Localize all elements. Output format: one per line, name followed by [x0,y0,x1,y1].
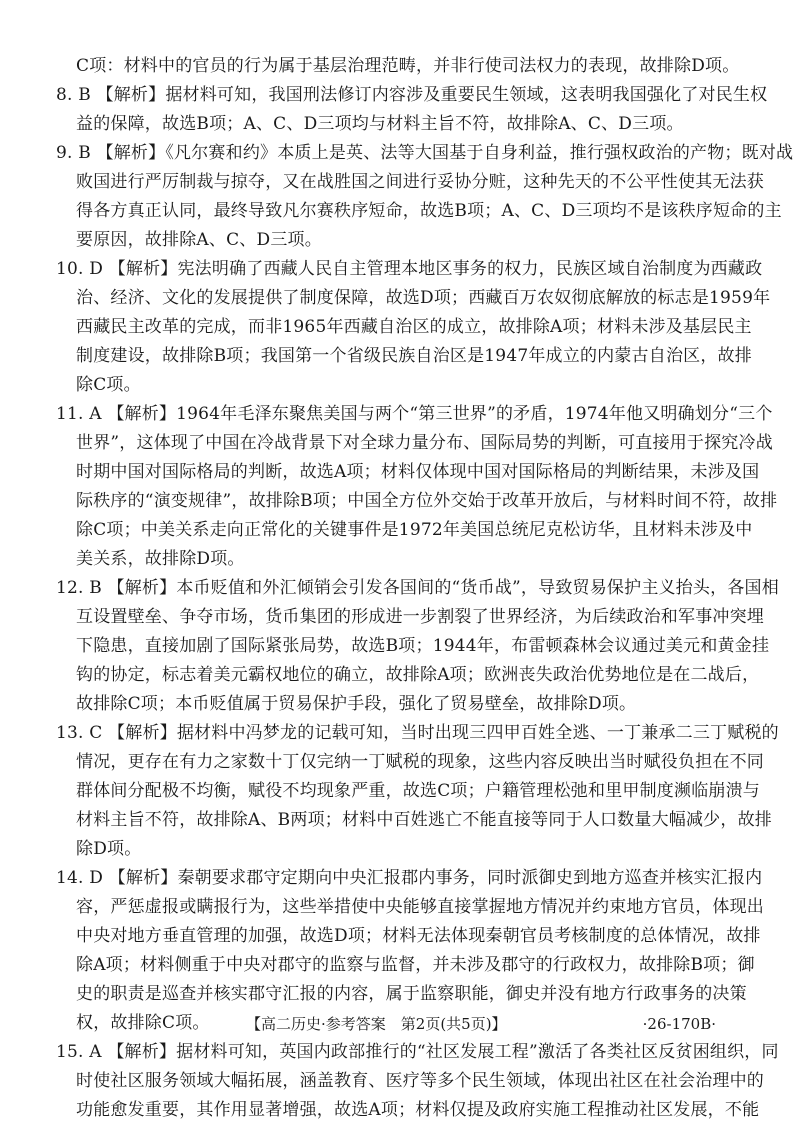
text-line: 容，严惩虚报或瞒报行为，这些举措使中央能够直接掌握地方情况并约束地方官员，体现出 [76,897,764,917]
text-line: 制度建设，故排除B项；我国第一个省级民族自治区是1947年成立的内蒙古自治区，故排 [76,346,752,366]
text-line: 西藏民主改革的完成，而非1965年西藏自治区的成立，故排除A项；材料未涉及基层民主 [76,317,752,337]
text-line: 除D项。 [76,839,142,859]
page-footer [56,1010,716,1038]
text-line: 情况，更存在有力之家数十丁仅完纳一丁赋税的现象，这些内容反映出当时赋役负担在不同 [76,752,764,772]
text-line: 时使社区服务领域大幅拓展，涵盖教育、医疗等多个民生领域，体现出社区在社会治理中的 [76,1071,764,1091]
text-line: 美关系，故排除D项。 [76,549,245,569]
text-line: 史的职责是巡查并核实郡守汇报的内容，属于监察职能，御史并没有地方行政事务的决策 [76,984,747,1004]
text-line: 10. D 【解析】宪法明确了西藏人民自主管理本地区事务的权力，民族区域自治制度为西藏政 [56,259,763,279]
text-line: 治、经济、文化的发展提供了制度保障，故选D项；西藏百万农奴彻底解放的标志是1959年 [76,288,771,308]
text-line: 际秩序的“演变规律”，故排除B项；中国全方位外交始于改革开放后，与材料时间不符，故排 [76,491,778,511]
text-line: 故排除C项；本币贬值属于贸易保护手段，强化了贸易壁垒，故排除D项。 [76,694,637,714]
text-line: 11. A 【解析】1964年毛泽东聚焦美国与两个“第三世界”的矛盾，1974年他又明确划分“三个 [56,404,773,424]
text-line: 中央对地方垂直管理的加强，故选D项；材料无法体现秦朝官员考核制度的总体情况，故排 [76,926,761,946]
text-line: 除C项；中美关系走向正常化的关键事件是1972年美国总统尼克松访华，且材料未涉及中 [76,520,753,540]
footer-page-info: 【高二历史·参考答案 第2页(共5页)】 [246,1015,507,1033]
text-line: 材料主旨不符，故排除A、B两项；材料中百姓逃亡不能直接等同于人口数量大幅减少，故排 [76,810,772,830]
text-line: 除C项。 [76,375,141,395]
text-line: 9. B 【解析】《凡尔赛和约》本质上是英、法等大国基于自身利益，推行强权政治的产物；既对战 [56,143,793,163]
text-line: 下隐患，直接加剧了国际紧张局势，故选B项；1944年，布雷顿森林会议通过美元和黄金挂 [76,636,770,656]
text-line: 益的保障，故选B项；A、C、D三项均与材料主旨不符，故排除A、C、D三项。 [76,114,684,134]
text-line: 8. B 【解析】据材料可知，我国刑法修订内容涉及重要民生领域，这表明我国强化了对民生权 [56,85,768,105]
footer-code: ·26-170B· [642,1015,716,1033]
text-line: 败国进行严厉制裁与掠夺，又在战胜国之间进行妥协分赃，这种先天的不公平性使其无法获 [76,172,764,192]
text-line: 时期中国对国际格局的判断，故选A项；材料仅体现中国对国际格局的判断结果，未涉及国 [76,462,760,482]
text-line: C项：材料中的官员的行为属于基层治理范畴，并非行使司法权力的表现，故排除D项。 [76,56,740,76]
text-line: 要原因，故排除A、C、D三项。 [76,230,322,250]
text-line: 得各方真正认同，最终导致凡尔赛秩序短命，故选B项；A、C、D三项均不是该秩序短命的主 [76,201,782,221]
text-line: 15. A 【解析】据材料可知，英国内政部推行的“社区发展工程”激活了各类社区反贫困组织，同 [56,1042,779,1062]
text-line: 功能愈发重要，其作用显著增强，故选A项；材料仅提及政府实施工程推动社区发展，不能 [76,1100,760,1120]
text-line: 群体间分配极不均衡，赋役不均现象严重，故选C项；户籍管理松弛和里甲制度濒临崩溃与 [76,781,761,801]
text-line: 钩的协定，标志着美元霸权地位的确立，故排除A项；欧洲丧失政治优势地位是在二战后， [76,665,760,685]
text-line: 世界”，这体现了中国在冷战背景下对全球力量分布、国际局势的判断，可直接用于探究冷战 [76,433,773,453]
text-line: 除A项；材料侧重于中央对郡守的监察与监督，并未涉及郡守的行政权力，故排除B项；御 [76,955,755,975]
text-line: 14. D 【解析】秦朝要求郡守定期向中央汇报郡内事务，同时派御史到地方巡查并核实汇报内 [56,868,763,888]
answer-text-body [56,52,793,1125]
text-line: 13. C 【解析】据材料中冯梦龙的记载可知，当时出现三四甲百姓全逃、一丁兼承二三丁赋税的 [56,723,779,743]
text-line: 互设置壁垒、争夺市场，货币集团的形成进一步割裂了世界经济，为后续政治和军事冲突埋 [76,607,764,627]
text-line: 12. B 【解析】本币贬值和外汇倾销会引发各国间的“货币战”，导致贸易保护主义抬头，各国相 [56,578,779,598]
text-line: 权，故排除C项。 [76,1013,210,1033]
